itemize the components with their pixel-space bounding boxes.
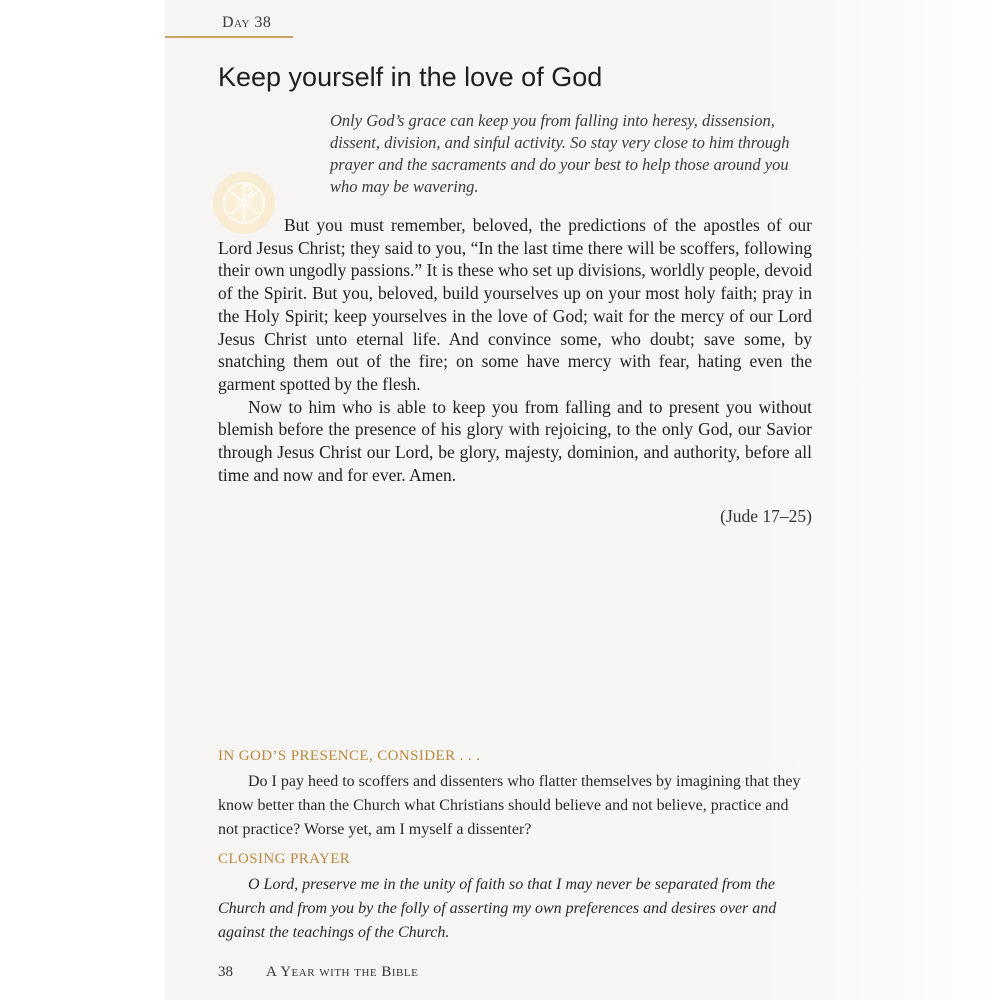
scripture-paragraph: But you must remember, beloved, the predictions of the apostles of our Lord Jesus Christ; they said to you, “In the last time there will be scoffers, following their own ungodly passions.” It is these who set up divisions, worldly people, devoid of the Spirit. But you, beloved, build yourselves up on your most holy faith; pray in the Holy Spirit; keep yourselves in the love of God; wait for the mercy of our Lord Jesus Christ unto eternal life. And convince some, who doubt; save some, by snatching them out of the fire; on some have mercy with fear, hating even the garment spotted by the flesh. <box>218 215 812 394</box>
scripture-passage <box>218 214 812 486</box>
header-rule <box>165 36 293 38</box>
intro-text: Only God’s grace can keep you from falling into heresy, dissension, dissent, division, and sinful activity. So stay very close to him through prayer and the sacraments and do your best to help those around you who may be wavering. <box>330 111 790 196</box>
scripture-paragraph: Now to him who is able to keep you from falling and to present you without blemish before the presence of his glory with rejoicing, to the only God, our Savior through Jesus Christ our Lord, be glory, majesty, dominion, and authority, before all time and now and for ever. Amen. <box>218 396 812 485</box>
page-number: 38 <box>218 964 233 980</box>
page-title: Keep yourself in the love of God <box>218 62 603 92</box>
day-label: Day 38 <box>222 14 272 31</box>
book-title: A Year with the Bible <box>266 964 419 980</box>
consider-text: Do I pay heed to scoffers and dissenters who flatter themselves by imagining that they know better than the Church what Christians should believe and not believe, practice and not practice? Worse yet, am I myself a dissenter? <box>218 773 801 838</box>
closing-prayer-text: O Lord, preserve me in the unity of faith so that I may never be separated from the Church and from you by the folly of asserting my own preferences and desires over and against the teachings of the Church. <box>218 876 777 941</box>
scripture-citation: (Jude 17–25) <box>720 506 812 526</box>
consider-heading: IN GOD’S PRESENCE, CONSIDER . . . <box>218 748 481 764</box>
closing-prayer-heading: CLOSING PRAYER <box>218 851 351 867</box>
